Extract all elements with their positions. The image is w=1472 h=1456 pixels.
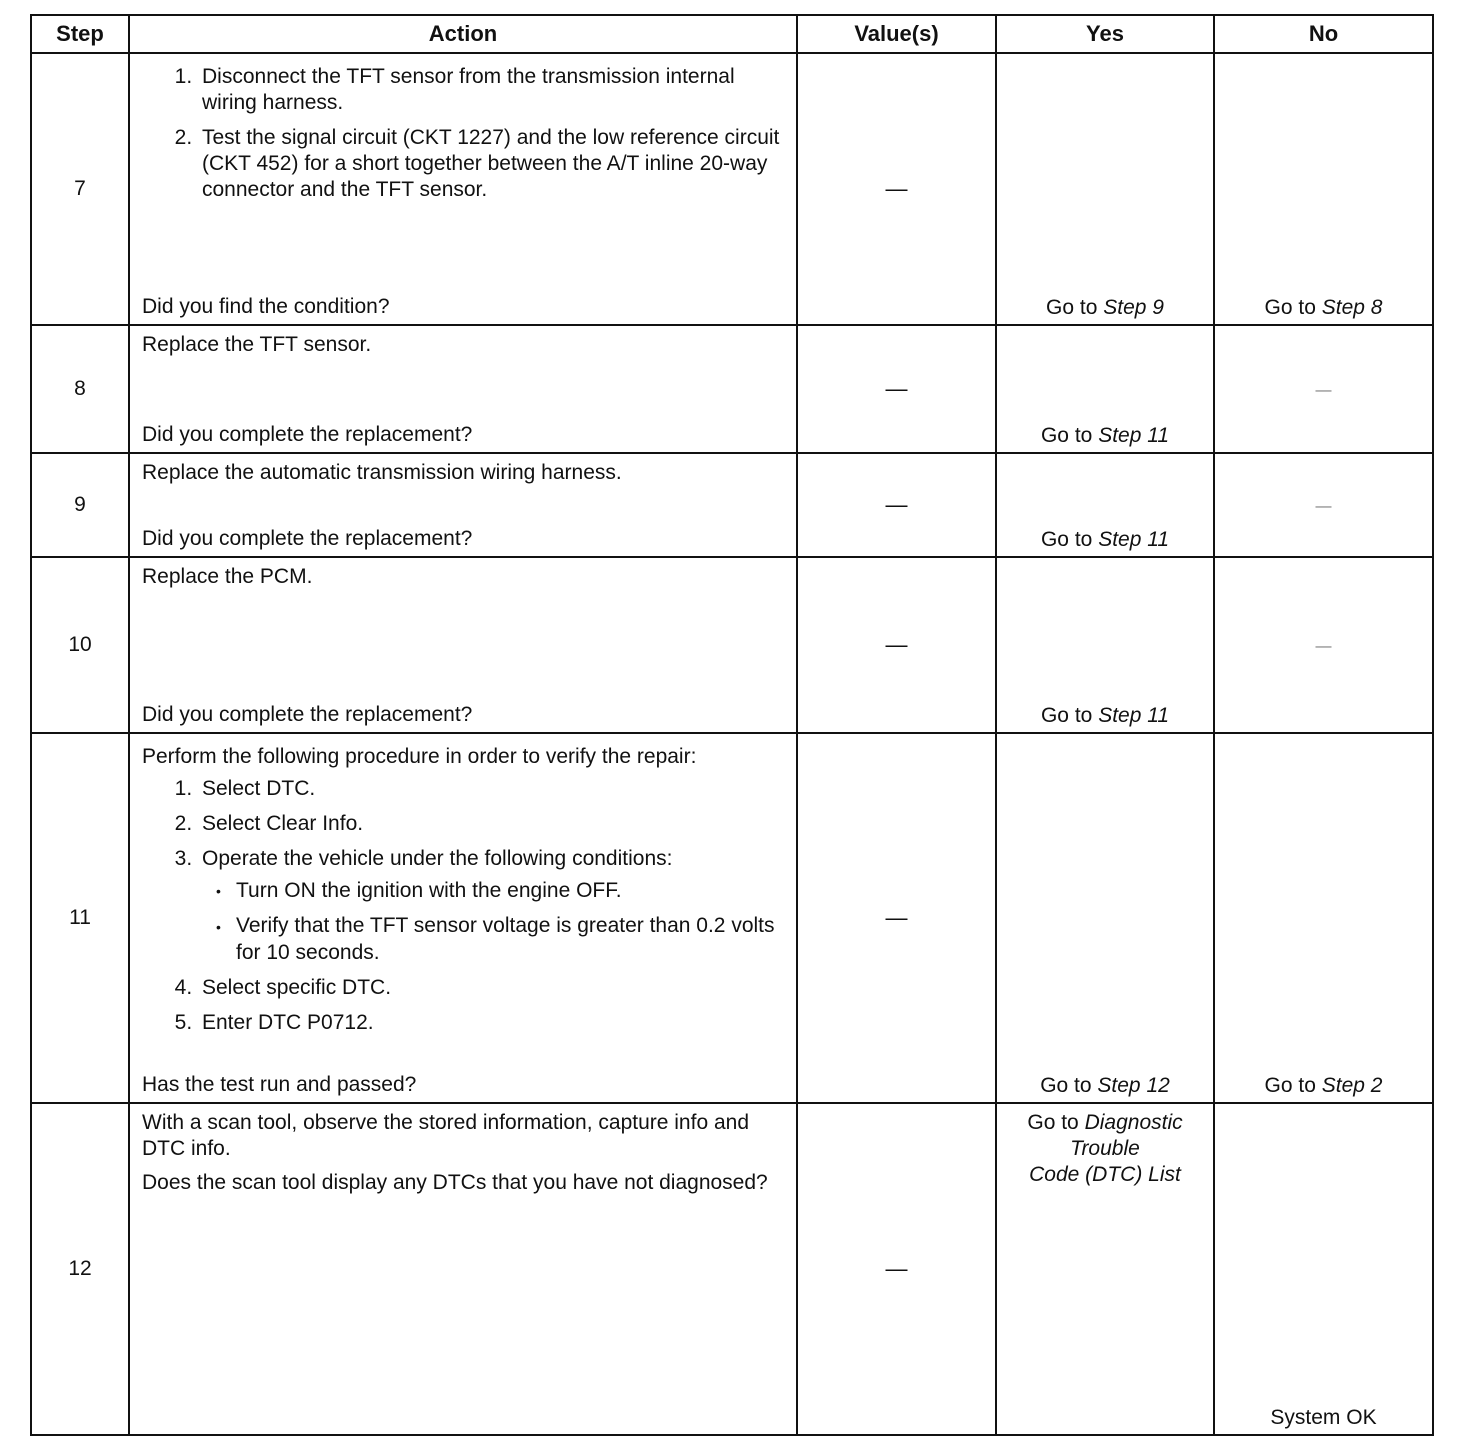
no-cell[interactable] [1214,53,1433,325]
step-number: 12 [31,1103,129,1435]
sub-list-item-text: Verify that the TFT sensor voltage is greater than 0.2 volts for 10 seconds. [236,914,775,964]
list-item: 4. Select specific DTC. [198,975,784,1001]
action-cell [129,557,797,733]
action-cell [129,1103,797,1435]
table-row-step-9 [31,453,1433,557]
no-dash: — [1315,382,1332,399]
no-prefix: Go to [1264,1074,1316,1097]
step-number: 10 [31,557,129,733]
action-steps [142,776,784,1036]
action-cell [129,733,797,1103]
no-cell [1214,557,1433,733]
header-no: No [1214,15,1433,53]
no-step-link[interactable]: Step 2 [1321,1074,1383,1097]
yes-prefix: Go to [1046,296,1098,319]
yes-ref-line: Diagnostic [1084,1111,1183,1134]
header-row [31,15,1433,53]
no-step-link[interactable]: Step 8 [1321,296,1383,319]
header-action: Action [129,15,797,53]
yes-step-link[interactable]: Step 9 [1103,296,1164,319]
yes-dtc-link[interactable] [997,1110,1213,1188]
yes-prefix: Go to [1040,704,1093,727]
value-dash: — [885,632,908,657]
table-row-step-7 [31,53,1433,325]
action-question: Did you complete the replacement? [142,527,473,550]
header-values: Value(s) [797,15,996,53]
yes-ref-line: Code (DTC) List [1029,1163,1181,1186]
action-text: With a scan tool, observe the stored information, capture info and DTC info. [142,1111,750,1160]
value-cell [797,325,996,453]
list-item: 2. Select Clear Info. [198,811,784,837]
no-prefix: Go to [1264,296,1316,319]
action-cell [129,325,797,453]
step-number: 8 [31,325,129,453]
no-cell [1214,1103,1433,1435]
action-intro: Perform the following procedure in order to verify the repair: [142,745,697,768]
yes-cell[interactable] [996,453,1214,557]
no-text: System OK [1270,1406,1377,1429]
diagnostic-table [30,14,1434,1436]
action-question: Did you find the condition? [142,295,390,318]
value-dash: — [885,905,908,930]
sub-list [202,878,784,966]
step-number: 9 [31,453,129,557]
yes-step-link[interactable]: Step 11 [1098,528,1170,551]
action-text: Replace the TFT sensor. [142,333,372,356]
yes-cell[interactable] [996,1103,1214,1435]
yes-prefix: Go to [1040,424,1093,447]
yes-prefix: Go to [1027,1111,1079,1134]
yes-prefix: Go to [1040,1074,1092,1097]
value-dash: — [885,176,908,201]
no-dash: — [1315,638,1332,655]
value-cell [797,53,996,325]
action-text: Replace the automatic transmission wiring harness. [142,461,622,484]
no-cell [1214,325,1433,453]
list-item: 5. Enter DTC P0712. [198,1010,784,1036]
list-item-text: Operate the vehicle under the following conditions: [202,847,673,870]
table-row-step-8 [31,325,1433,453]
table-row-step-11 [31,733,1433,1103]
step-number: 11 [31,733,129,1103]
list-item: 1. Select DTC. [198,776,784,802]
action-question: Did you complete the replacement? [142,423,473,446]
yes-step-link[interactable]: Step 11 [1098,424,1170,447]
yes-ref-line: Trouble [1070,1137,1140,1160]
yes-prefix: Go to [1040,528,1093,551]
value-cell [797,453,996,557]
value-cell [797,557,996,733]
yes-step-link[interactable]: Step 11 [1098,704,1170,727]
list-item: 1. Disconnect the TFT sensor from the transmission internal wiring harness. [198,64,784,116]
no-cell[interactable] [1214,733,1433,1103]
value-dash: — [885,376,908,401]
action-question: Has the test run and passed? [142,1073,417,1096]
yes-cell[interactable] [996,53,1214,325]
table-row-step-10 [31,557,1433,733]
no-cell [1214,453,1433,557]
sub-list-item [208,878,784,904]
action-steps [142,64,784,212]
header-yes: Yes [996,15,1214,53]
action-text: Replace the PCM. [142,565,313,588]
action-cell [129,53,797,325]
value-dash: — [885,492,908,517]
yes-cell[interactable] [996,733,1214,1103]
table-row-step-12 [31,1103,1433,1435]
header-step: Step [31,15,129,53]
yes-step-link[interactable]: Step 12 [1097,1074,1170,1097]
sub-list-item-text: Turn ON the ignition with the engine OFF. [236,879,622,902]
value-dash: — [885,1256,908,1281]
value-cell [797,1103,996,1435]
action-cell [129,453,797,557]
action-question: Did you complete the replacement? [142,703,473,726]
list-item: 2. Test the signal circuit (CKT 1227) and the low reference circuit (CKT 452) for a short together between the A/T inline 20-way connector and the TFT sensor. [198,125,784,203]
value-cell [797,733,996,1103]
list-item [198,846,784,966]
no-dash: — [1315,498,1332,515]
bullet-icon: • [216,883,221,900]
action-question: Does the scan tool display any DTCs that you have not diagnosed? [142,1171,768,1194]
yes-cell[interactable] [996,557,1214,733]
step-number: 7 [31,53,129,325]
sub-list-item [208,913,784,965]
yes-cell[interactable] [996,325,1214,453]
bullet-icon: • [216,918,221,935]
